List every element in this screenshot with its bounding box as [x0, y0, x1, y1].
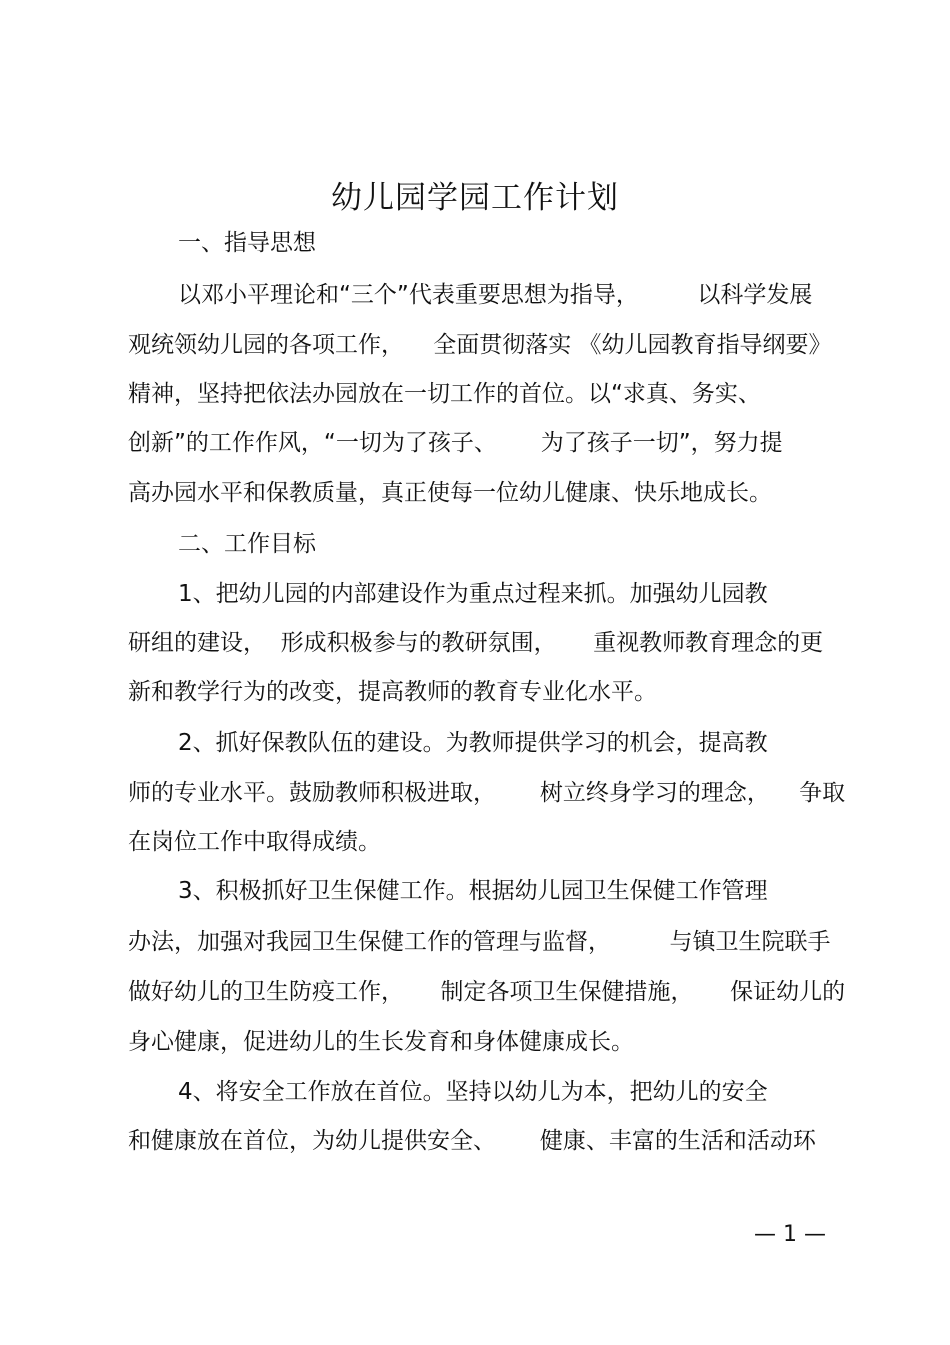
paragraph-line: 4、将安全工作放在首位。坚持以幼儿为本，把幼儿的安全 — [178, 1079, 768, 1105]
paragraph-line: 和健康放在首位，为幼儿提供安全、 健康、丰富的生活和活动环 — [128, 1128, 816, 1154]
paragraph-line: 师的专业水平。鼓励教师积极进取， 树立终身学习的理念， 争取 — [128, 780, 846, 806]
paragraph-line: 新和教学行为的改变，提高教师的教育专业化水平。 — [128, 679, 657, 705]
paragraph-line: 在岗位工作中取得成绩。 — [128, 829, 381, 855]
paragraph-line: 办法，加强对我园卫生保健工作的管理与监督， 与镇卫生院联手 — [128, 929, 831, 955]
paragraph-line: 做好幼儿的卫生防疫工作， 制定各项卫生保健措施， 保证幼儿的 — [128, 979, 846, 1005]
paragraph-line: 以邓小平理论和“三个”代表重要思想为指导， 以科学发展 — [178, 282, 813, 308]
section-heading-2: 二、工作目标 — [178, 531, 316, 557]
paragraph-line: 研组的建设， 形成积极参与的教研氛围， 重视教师教育理念的更 — [128, 630, 824, 656]
document-title: 幼儿园学园工作计划 — [331, 180, 619, 216]
paragraph-line: 高办园水平和保教质量，真正使每一位幼儿健康、快乐地成长。 — [128, 480, 772, 506]
paragraph-line: 身心健康，促进幼儿的生长发育和身体健康成长。 — [128, 1029, 634, 1055]
paragraph-line: 观统领幼儿园的各项工作， 全面贯彻落实 《幼儿园教育指导纲要》 — [128, 332, 832, 358]
paragraph-line: 2、抓好保教队伍的建设。为教师提供学习的机会，提高教 — [178, 730, 768, 756]
paragraph-line: 3、积极抓好卫生保健工作。根据幼儿园卫生保健工作管理 — [178, 878, 768, 904]
paragraph-line: 1、把幼儿园的内部建设作为重点过程来抓。加强幼儿园教 — [178, 581, 768, 607]
page-number: — 1 — — [754, 1222, 826, 1247]
paragraph-line: 精神，坚持把依法办园放在一切工作的首位。以“求真、务实、 — [128, 381, 761, 407]
paragraph-line: 创新”的工作作风，“一切为了孩子、 为了孩子一切”，努力提 — [128, 430, 783, 456]
section-heading-1: 一、指导思想 — [178, 230, 316, 256]
